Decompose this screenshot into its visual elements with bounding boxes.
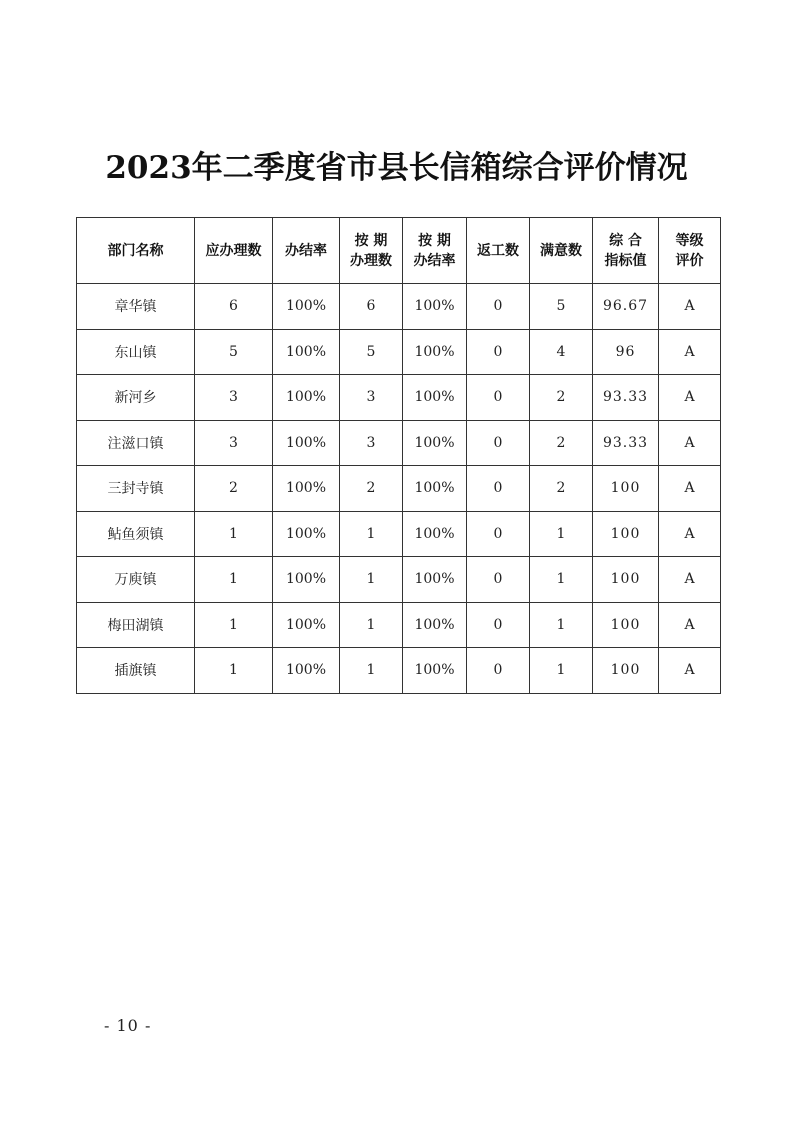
cell-completion-rate: 100%	[273, 420, 340, 466]
header-rework-count: 返工数	[467, 218, 530, 284]
cell-ontime-handled: 3	[340, 375, 403, 421]
header-ontime-handled: 按 期 办理数	[340, 218, 403, 284]
table-row	[77, 466, 721, 512]
cell-grade: A	[659, 557, 721, 603]
header-satisfied-count: 满意数	[530, 218, 593, 284]
cell-required-count: 2	[195, 466, 273, 512]
header-grade: 等级 评价	[659, 218, 721, 284]
cell-required-count: 1	[195, 648, 273, 694]
header-ontime-rate: 按 期 办结率	[403, 218, 467, 284]
cell-ontime-rate: 100%	[403, 648, 467, 694]
cell-composite-index: 100	[593, 511, 659, 557]
cell-required-count: 6	[195, 284, 273, 330]
cell-rework-count: 0	[467, 466, 530, 512]
cell-completion-rate: 100%	[273, 602, 340, 648]
cell-composite-index: 96	[593, 329, 659, 375]
cell-composite-index: 100	[593, 466, 659, 512]
cell-composite-index: 93.33	[593, 375, 659, 421]
cell-rework-count: 0	[467, 284, 530, 330]
cell-grade: A	[659, 375, 721, 421]
cell-completion-rate: 100%	[273, 557, 340, 603]
cell-grade: A	[659, 284, 721, 330]
cell-satisfied-count: 1	[530, 602, 593, 648]
cell-composite-index: 100	[593, 557, 659, 603]
cell-satisfied-count: 1	[530, 511, 593, 557]
cell-rework-count: 0	[467, 329, 530, 375]
cell-required-count: 3	[195, 375, 273, 421]
cell-grade: A	[659, 420, 721, 466]
cell-ontime-handled: 1	[340, 602, 403, 648]
cell-department-name: 东山镇	[77, 329, 195, 375]
cell-department-name: 三封寺镇	[77, 466, 195, 512]
table-row	[77, 557, 721, 603]
cell-grade: A	[659, 466, 721, 512]
evaluation-table	[76, 217, 721, 694]
cell-ontime-rate: 100%	[403, 511, 467, 557]
cell-department-name: 插旗镇	[77, 648, 195, 694]
cell-department-name: 鲇鱼须镇	[77, 511, 195, 557]
table-header-row	[77, 218, 721, 284]
cell-ontime-handled: 6	[340, 284, 403, 330]
cell-ontime-rate: 100%	[403, 602, 467, 648]
cell-grade: A	[659, 602, 721, 648]
cell-rework-count: 0	[467, 648, 530, 694]
cell-grade: A	[659, 648, 721, 694]
cell-composite-index: 100	[593, 648, 659, 694]
cell-required-count: 5	[195, 329, 273, 375]
cell-satisfied-count: 2	[530, 466, 593, 512]
cell-rework-count: 0	[467, 511, 530, 557]
cell-required-count: 3	[195, 420, 273, 466]
cell-completion-rate: 100%	[273, 466, 340, 512]
cell-grade: A	[659, 511, 721, 557]
cell-satisfied-count: 1	[530, 557, 593, 603]
cell-ontime-rate: 100%	[403, 420, 467, 466]
cell-required-count: 1	[195, 557, 273, 603]
cell-required-count: 1	[195, 602, 273, 648]
cell-department-name: 新河乡	[77, 375, 195, 421]
table-row	[77, 602, 721, 648]
cell-rework-count: 0	[467, 557, 530, 603]
cell-satisfied-count: 2	[530, 375, 593, 421]
table-row	[77, 511, 721, 557]
cell-ontime-rate: 100%	[403, 466, 467, 512]
cell-composite-index: 100	[593, 602, 659, 648]
cell-completion-rate: 100%	[273, 329, 340, 375]
cell-ontime-handled: 1	[340, 648, 403, 694]
cell-department-name: 梅田湖镇	[77, 602, 195, 648]
page-title: 2023年二季度省市县长信箱综合评价情况	[105, 150, 688, 186]
table-row	[77, 329, 721, 375]
cell-completion-rate: 100%	[273, 284, 340, 330]
cell-rework-count: 0	[467, 420, 530, 466]
cell-completion-rate: 100%	[273, 375, 340, 421]
cell-satisfied-count: 5	[530, 284, 593, 330]
cell-required-count: 1	[195, 511, 273, 557]
cell-satisfied-count: 4	[530, 329, 593, 375]
header-completion-rate: 办结率	[273, 218, 340, 284]
cell-ontime-handled: 5	[340, 329, 403, 375]
header-composite-index: 综 合 指标值	[593, 218, 659, 284]
page-number: - 10 -	[104, 1016, 152, 1035]
cell-ontime-rate: 100%	[403, 557, 467, 603]
cell-rework-count: 0	[467, 602, 530, 648]
cell-completion-rate: 100%	[273, 511, 340, 557]
cell-ontime-handled: 1	[340, 511, 403, 557]
cell-satisfied-count: 2	[530, 420, 593, 466]
cell-satisfied-count: 1	[530, 648, 593, 694]
cell-ontime-handled: 2	[340, 466, 403, 512]
cell-grade: A	[659, 329, 721, 375]
cell-department-name: 注滋口镇	[77, 420, 195, 466]
table-body	[77, 284, 721, 694]
table-row	[77, 284, 721, 330]
cell-composite-index: 96.67	[593, 284, 659, 330]
cell-ontime-handled: 1	[340, 557, 403, 603]
cell-department-name: 万庾镇	[77, 557, 195, 603]
table-row	[77, 648, 721, 694]
header-department: 部门名称	[77, 218, 195, 284]
cell-ontime-handled: 3	[340, 420, 403, 466]
cell-ontime-rate: 100%	[403, 375, 467, 421]
cell-composite-index: 93.33	[593, 420, 659, 466]
cell-ontime-rate: 100%	[403, 284, 467, 330]
cell-department-name: 章华镇	[77, 284, 195, 330]
header-required-count: 应办理数	[195, 218, 273, 284]
cell-ontime-rate: 100%	[403, 329, 467, 375]
cell-completion-rate: 100%	[273, 648, 340, 694]
table-row	[77, 375, 721, 421]
cell-rework-count: 0	[467, 375, 530, 421]
table-row	[77, 420, 721, 466]
